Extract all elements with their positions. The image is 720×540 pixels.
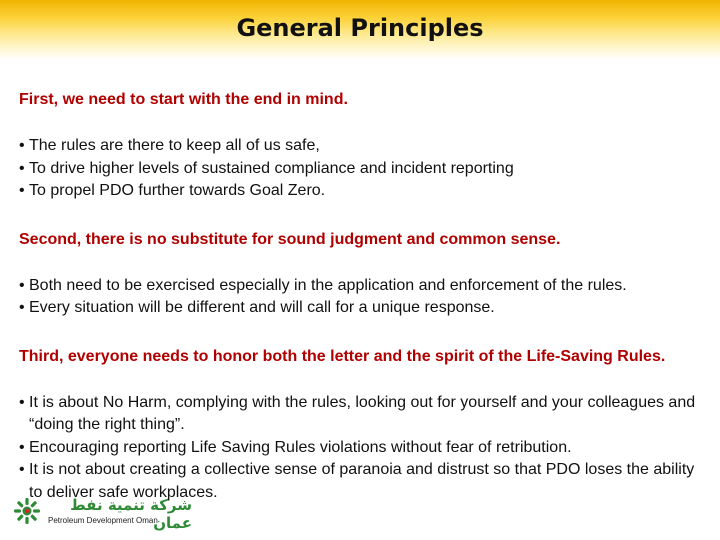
section-2-heading: Second, there is no substitute for sound judgment and common sense. [19,230,561,248]
section-3-bullet-1: • It is about No Harm, complying with the rules, looking out for yourself and your colleagues and “doing the right thing”. [19,393,696,433]
logo-arabic-text: شركة تنمية نفط عمان [70,496,192,532]
bullet-icon: • [19,299,25,316]
bullet-icon: • [19,461,25,478]
bullet-icon: • [19,438,25,456]
bullet-icon: • [19,182,25,199]
section-3-bullet-3: • It is not about creating a collective sense of paranoia and distrust so that PDO loses the ability to deliver safe workplaces. [19,461,695,501]
section-1-bullet-1: • The rules are there to keep all of us safe, [19,135,709,158]
section-1-bullet-2: • To drive higher levels of sustained compliance and incident reporting [19,158,709,181]
pdo-emblem-icon [12,496,42,526]
logo-english-text: Petroleum Development Oman [48,516,158,525]
page-title: General Principles [236,14,484,42]
content [19,89,709,504]
section-3-heading: Third, everyone needs to honor both the letter and the spirit of the Life-Saving Rules. [19,347,666,365]
bullet-icon: • [19,276,25,294]
section-1-bullet-3: • To propel PDO further towards Goal Zero. [19,180,709,203]
bullet-icon: • [19,159,25,177]
pdo-logo [12,496,192,532]
section-2-bullet-1: • Both need to be exercised especially in the application and enforcement of the rules. [19,275,709,298]
bullet-icon: • [19,393,25,411]
section-1-heading: First, we need to start with the end in mind. [19,91,348,108]
section-2-bullet-2: • Every situation will be different and will call for a unique response. [19,297,709,320]
section-3-bullet-2: • Encouraging reporting Life Saving Rules violations without fear of retribution. [19,437,709,460]
bullet-icon: • [19,137,25,154]
